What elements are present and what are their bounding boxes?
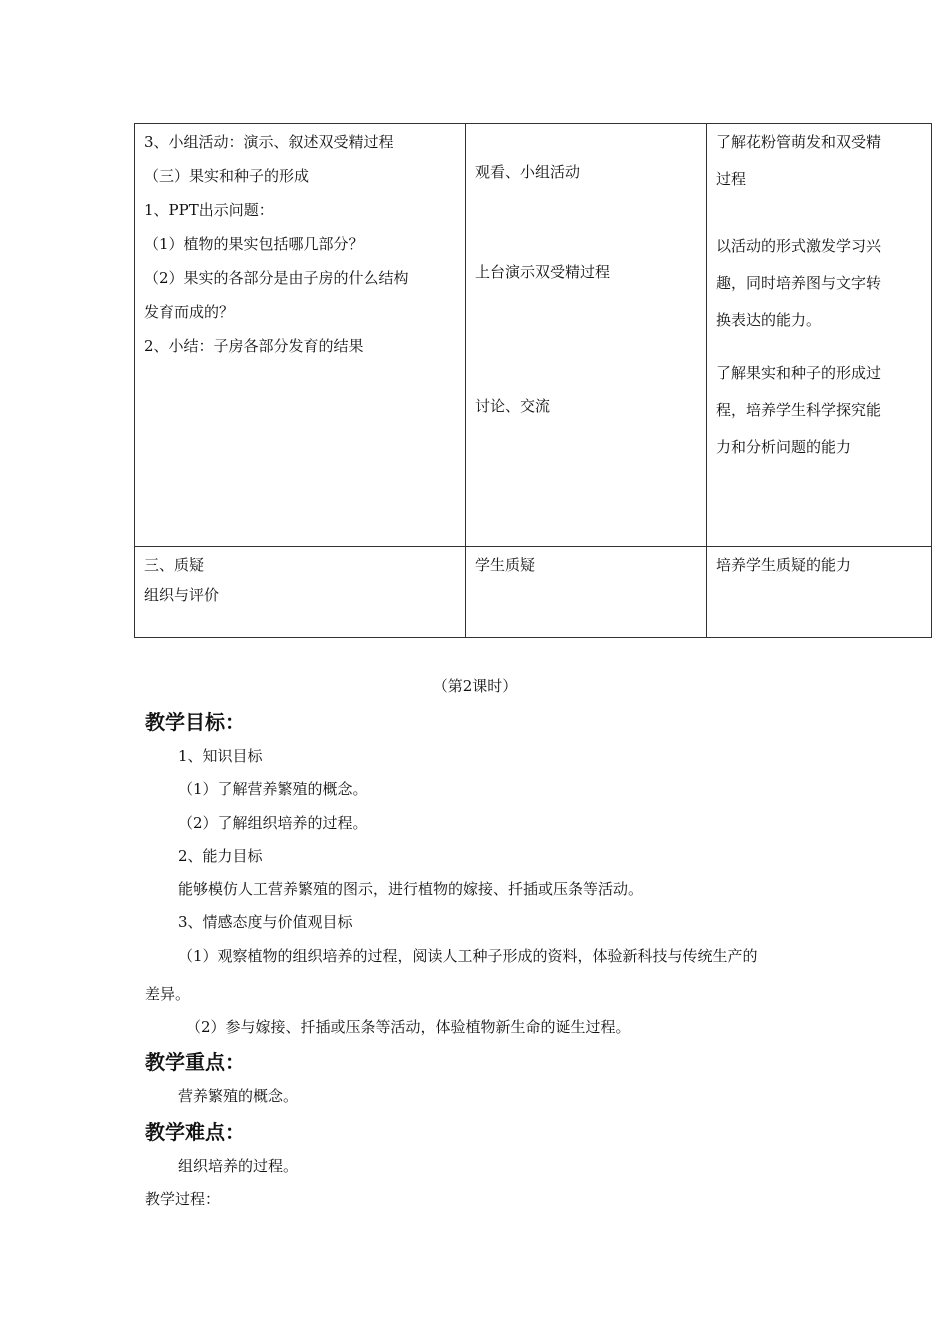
- lesson-table: [134, 123, 932, 638]
- cell-text: 换表达的能力。: [716, 311, 822, 329]
- cell-text: 程，培养学生科学探究能: [716, 401, 882, 419]
- teaching-process-label: 教学过程：: [145, 1190, 221, 1208]
- cell-text: 观看、小组活动: [475, 163, 581, 181]
- cell-text: 了解花粉管萌发和双受精: [716, 133, 882, 151]
- activity-cell: [135, 124, 466, 547]
- cell-text: 发育而成的？: [144, 303, 235, 321]
- emotion-goal-item: （2）参与嫁接、扦插或压条等活动，体验植物新生命的诞生过程。: [186, 1018, 631, 1036]
- cell-text: 以活动的形式激发学习兴: [716, 237, 882, 255]
- cell-text: 培养学生质疑的能力: [716, 556, 852, 574]
- cell-text: （1）植物的果实包括哪几部分？: [144, 235, 364, 253]
- intent-cell: [707, 124, 932, 547]
- emotion-goal-item-cont: 差异。: [145, 985, 191, 1003]
- session-label: （第2课时）: [432, 677, 518, 695]
- ability-goal-title: 2、能力目标: [178, 847, 263, 865]
- activity-cell: [135, 547, 466, 638]
- teaching-goals-heading: 教学目标：: [145, 710, 245, 734]
- cell-text: 组织与评价: [144, 586, 220, 604]
- emotion-goal-item: （1）观察植物的组织培养的过程，阅读人工种子形成的资料，体验新科技与传统生产的: [178, 947, 758, 965]
- cell-text: 学生质疑: [475, 556, 536, 574]
- difficulty-heading: 教学难点：: [145, 1120, 245, 1144]
- emotion-goal-title: 3、情感态度与价值观目标: [178, 913, 353, 931]
- table-row: [135, 547, 932, 638]
- cell-text: （2）果实的各部分是由子房的什么结构: [144, 269, 409, 287]
- key-point-text: 营养繁殖的概念。: [178, 1087, 299, 1105]
- intent-cell: [707, 547, 932, 638]
- knowledge-goal-title: 1、知识目标: [178, 747, 263, 765]
- knowledge-goal-item: （1）了解营养繁殖的概念。: [178, 780, 368, 798]
- cell-text: 3、小组活动：演示、叙述双受精过程: [144, 133, 394, 151]
- table-row: [135, 124, 932, 547]
- ability-goal-item: 能够模仿人工营养繁殖的图示，进行植物的嫁接、扦插或压条等活动。: [178, 880, 644, 898]
- cell-text: 上台演示双受精过程: [475, 263, 611, 281]
- student-activity-cell: [466, 547, 707, 638]
- cell-text: 趣，同时培养图与文字转: [716, 274, 882, 292]
- cell-text: 了解果实和种子的形成过: [716, 364, 882, 382]
- cell-text: 力和分析问题的能力: [716, 438, 852, 456]
- cell-text: 三、质疑: [144, 556, 205, 574]
- cell-text: 讨论、交流: [475, 397, 551, 415]
- student-activity-cell: [466, 124, 707, 547]
- cell-text: （三）果实和种子的形成: [144, 167, 310, 185]
- cell-text: 过程: [716, 170, 747, 188]
- cell-text: 1、PPT出示问题：: [144, 201, 274, 219]
- cell-text: 2、小结：子房各部分发育的结果: [144, 337, 364, 355]
- difficulty-text: 组织培养的过程。: [178, 1157, 299, 1175]
- key-point-heading: 教学重点：: [145, 1050, 245, 1074]
- knowledge-goal-item: （2）了解组织培养的过程。: [178, 814, 368, 832]
